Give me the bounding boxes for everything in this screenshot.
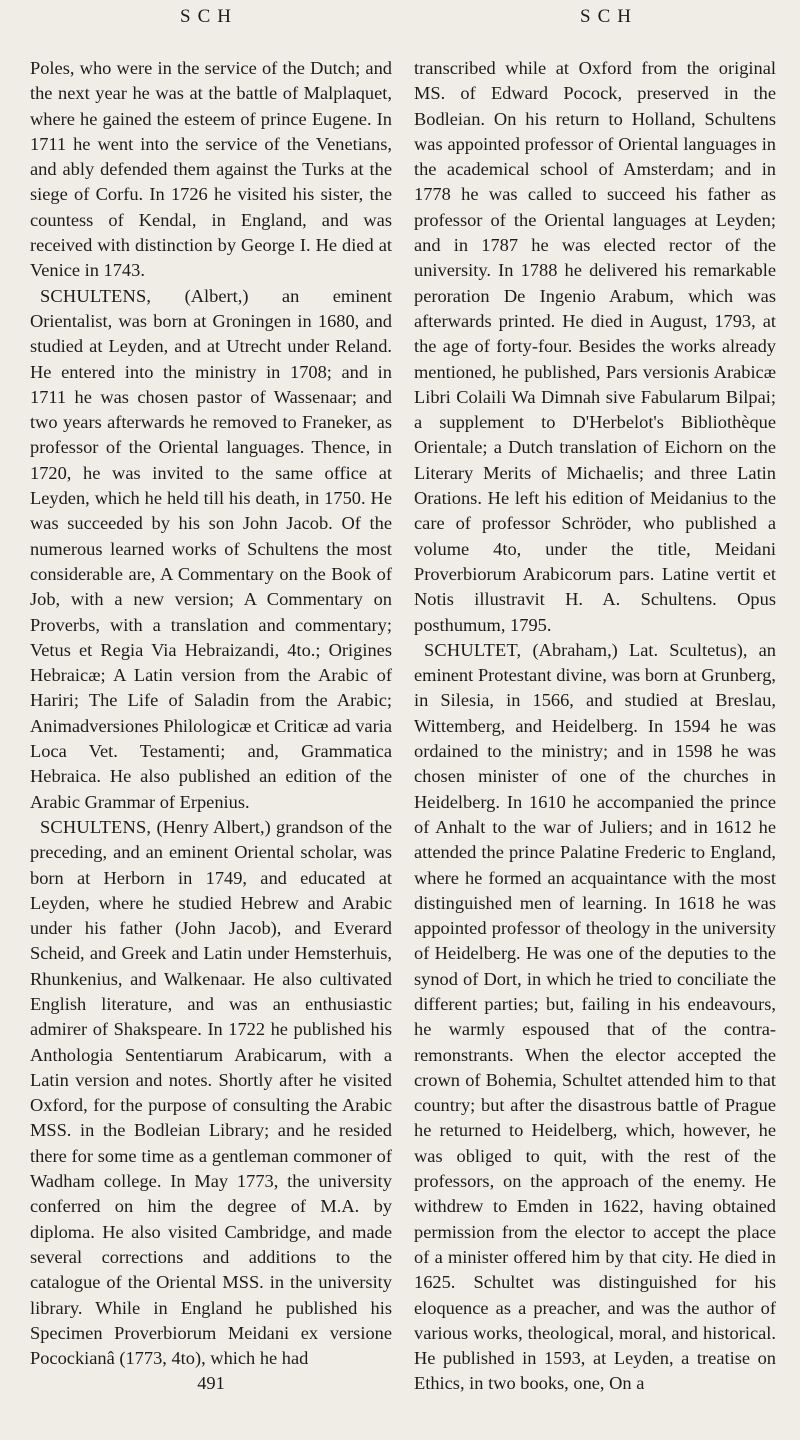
entry-headword: SCHULTENS, [40, 816, 152, 837]
page-number: 491 [197, 1373, 225, 1394]
running-head-right: SCH [580, 6, 638, 27]
entry-body: (Abraham,) Lat. Scultetus), an eminent Protestant divine, was born at Grunberg, in Silesia, in 1566, and studied at Breslau, Wittemberg, and Heidelberg. In 1594 he was ordained to the ministry; and in 1598 he was chosen minister of one of the churches in Heidelberg. In 1610 he accompanied the prince of Anhalt to the war of Juliers; and in 1612 he attended the prince Palatine Frederic to England, where he formed an acquaintance with the most distinguished men of learning. In 1618 he was appointed professor of theology in the university of Heidelberg. He was one of the deputies to the synod of Dort, in which he tried to conciliate the different parties; but, failing in his endeavours, he warmly espoused that of the contra-remonstrants. When the elector accepted the crown of Bohemia, Schultet attended him to that country; but after the disastrous battle of Prague he returned to Heidelberg, which, however, he was obliged to quit, with the rest of the professors, on the approach of the enemy. He withdrew to Emden in 1622, having obtained permission from the elector to accept the place of a minister offered him by that city. He died in 1625. Schultet was distinguished for his eloquence as a preacher, and was the author of various works, theological, moral, and historical. He published in 1593, at Leyden, a treatise on Ethics, in two books, one, On a [414, 639, 776, 1394]
entry-abraham-schultet [414, 638, 776, 1397]
entry-body: (Albert,) an eminent Orientalist, was born at Groningen in 1680, and studied at Leyden, and at Utrecht under Reland. He entered into the ministry in 1708; and in 1711 he was chosen pastor of Wassenaar; and two years afterwards he removed to Franeker, as professor of the Oriental languages. Thence, in 1720, he was invited to the same office at Leyden, which he held till his death, in 1750. He was succeeded by his son John Jacob. Of the numerous learned works of Schultens the most considerable are, A Commentary on the Book of Job, with a new version; A Commentary on Proverbs, with a translation and commentary; Vetus et Regia Via Hebraizandi, 4to.; Origines Hebraicæ; A Latin version from the Arabic of Hariri; The Life of Saladin from the Arabic; Animadversiones Philologicæ et Criticæ ad varia Loca Vet. Testamenti; and, Grammatica Hebraica. He also published an edition of the Arabic Grammar of Erpenius. [30, 285, 392, 812]
left-column [30, 56, 392, 1397]
entry-body: (Henry Albert,) grandson of the preceding, and an eminent Oriental scholar, was born at Herborn in 1749, and educated at Leyden, where he studied Hebrew and Arabic under his father (John Jacob), and Everard Scheid, and Greek and Latin under Hemsterhuis, Rhunkenius, and Walkenaar. He also cultivated English literature, and was an enthusiastic admirer of Shakspeare. In 1722 he published his Anthologia Sententiarum Arabicarum, with a Latin version and notes. Shortly after he visited Oxford, for the purpose of consulting the Arabic MSS. in the Bodleian Library; and he resided there for some time as a gentleman commoner of Wadham college. In May 1773, the university conferred on him the degree of M.A. by diploma. He also visited Cambridge, and made several corrections and additions to the catalogue of the Oriental MSS. in the university library. While in England he published his Specimen Proverbiorum Meidani ex versione Pocockianâ (1773, 4to), which he had [30, 816, 392, 1369]
entry-headword: SCHULTENS, [40, 285, 152, 306]
entry-headword: SCHULTET, [424, 639, 522, 660]
paragraph-continuation: Poles, who were in the service of the Dutch; and the next year he was at the battle of Malplaquet, where he gained the esteem of prince Eugene. In 1711 he went into the service of the Venetians, and ably defended them against the Turks at the siege of Corfu. In 1726 he visited his sister, the countess of Kendal, in England, and was received with distinction by George I. He died at Venice in 1743. [30, 58, 392, 281]
entry-henry-albert-schultens [30, 815, 392, 1372]
running-head-left: SCH [180, 6, 238, 27]
entry-albert-schultens [30, 284, 392, 815]
paragraph-continuation: transcribed while at Oxford from the original MS. of Edward Pocock, preserved in the Bodleian. On his return to Holland, Schultens was appointed professor of Oriental languages in the academical school of Amsterdam; and in 1778 he was called to succeed his father as professor of the Oriental languages at Leyden; and in 1787 he was elected rector of the university. In 1788 he delivered his remarkable peroration De Ingenio Arabum, which was afterwards printed. He died in August, 1793, at the age of forty-four. Besides the works already mentioned, he published, Pars versionis Arabicæ Libri Colaili Wa Dimnah sive Fabularum Bilpai; a supplement to D'Herbelot's Bibliothèque Orientale; a Dutch translation of Eichorn on the Literary Merits of Michaelis; and three Latin Orations. He left his edition of Meidanius to the care of professor Schröder, who published a volume 4to, under the title, Meidani Proverbiorum Arabicorum pars. Latine vertit et Notis illustravit H. A. Schultens. Opus posthumum, 1795. [414, 58, 776, 635]
right-column [414, 56, 776, 1397]
